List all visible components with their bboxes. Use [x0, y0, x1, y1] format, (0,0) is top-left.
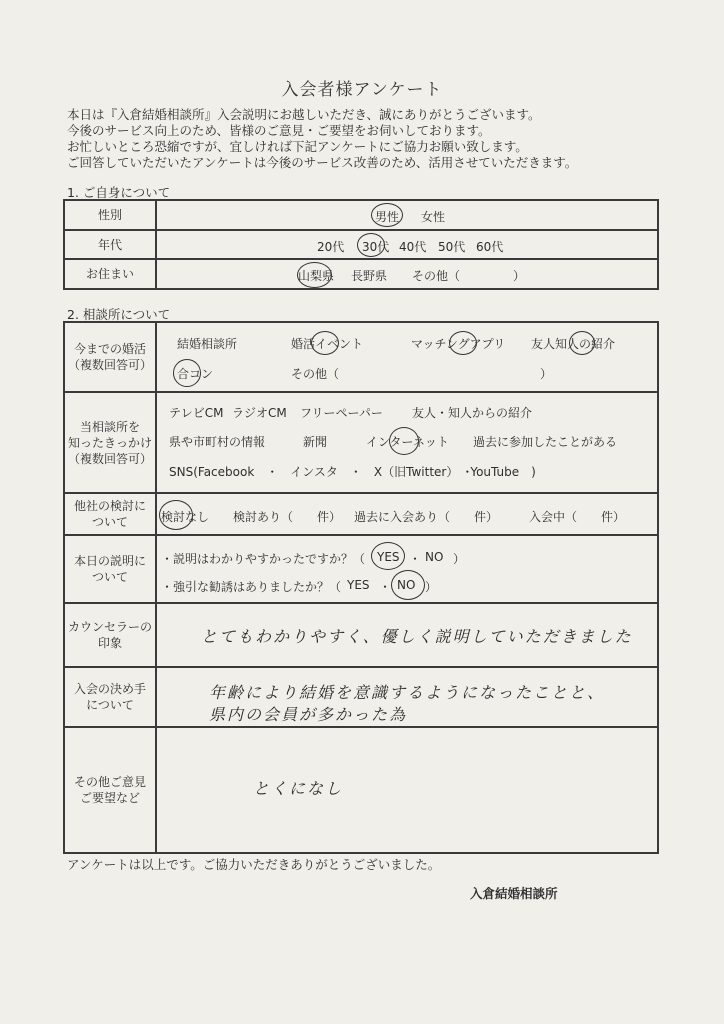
- residence-option-yamanashi[interactable]: 山梨県: [298, 269, 335, 283]
- gender-label: 性別: [64, 200, 156, 230]
- explain-q1-sep: ・: [409, 552, 422, 566]
- source-option-past[interactable]: 過去に参加したことがある: [473, 435, 618, 449]
- other-label-line2: ご要望など: [79, 791, 140, 805]
- organization-name: 入倉結婚相談所: [470, 886, 558, 901]
- history-label-line1: 今までの婚活: [73, 342, 146, 356]
- counselor-label-line1: カウンセラーの: [67, 620, 152, 634]
- residence-options: [156, 259, 658, 289]
- counselor-handwritten: とてもわかりやすく、優しく説明していただきました: [201, 627, 633, 646]
- other-handwritten: とくになし: [253, 779, 344, 798]
- compare-label-line1: 他社の検討に: [73, 499, 146, 513]
- counselor-answer[interactable]: [156, 603, 658, 667]
- compare-label: [64, 493, 156, 535]
- explain-q2-text: ・強引な勧誘はありましたか？（: [161, 580, 342, 594]
- age-option-50s[interactable]: 50代: [438, 240, 466, 254]
- source-option-newspaper[interactable]: 新聞: [303, 435, 328, 449]
- source-option-internet[interactable]: インターネット: [366, 435, 449, 449]
- age-selected-circle: [357, 233, 385, 257]
- compare-options: [156, 493, 658, 535]
- residence-other-close: ）: [513, 269, 526, 283]
- source-option-freepaper[interactable]: フリーペーパー: [300, 406, 383, 420]
- age-option-60s[interactable]: 60代: [476, 240, 504, 254]
- explain-q2-close: ）: [425, 580, 438, 594]
- source-option-municipal[interactable]: 県や市町村の情報: [169, 435, 266, 449]
- section1-heading: 1. ご自身について: [67, 185, 171, 200]
- intro-line-2: 今後のサービス向上のため、皆様のご意見・ご要望をお伺いしております。: [67, 123, 491, 138]
- history-option-app[interactable]: マッチングアプリ: [411, 337, 506, 351]
- source-option-tv[interactable]: テレビCM: [169, 406, 224, 420]
- history-option-agency[interactable]: 結婚相談所: [177, 337, 238, 351]
- history-gokon-circle: [173, 359, 201, 387]
- age-option-20s[interactable]: 20代: [317, 240, 345, 254]
- compare-option-past-member[interactable]: 過去に入会あり（ 件）: [354, 510, 499, 524]
- decision-handwritten-line1: 年齢により結婚を意識するようになったことと、: [209, 683, 606, 702]
- explain-q2-yes[interactable]: YES: [347, 578, 370, 592]
- decision-label: [64, 667, 156, 727]
- source-label-line3: （複数回答可）: [67, 451, 152, 466]
- history-app-circle: [449, 331, 477, 355]
- explain-q2-selected-circle: [391, 570, 425, 600]
- intro-line-1: 本日は『入倉結婚相談所』入会説明にお越しいただき、誠にありがとうございます。: [67, 107, 541, 122]
- explain-q1-text: ・説明はわかりやすかったですか？（: [161, 552, 366, 566]
- history-option-gokon[interactable]: 合コン: [177, 367, 214, 381]
- source-internet-circle: [389, 427, 419, 455]
- residence-selected-circle: [297, 262, 335, 288]
- age-label: 年代: [64, 230, 156, 259]
- source-option-radio[interactable]: ラジオCM: [232, 406, 287, 420]
- history-options: [156, 322, 658, 392]
- explain-label-line1: 本日の説明に: [73, 554, 146, 568]
- explain-q2-no[interactable]: NO: [397, 578, 416, 592]
- closing-message: アンケートは以上です。ご協力いただきありがとうございました。: [67, 857, 441, 872]
- counselor-label: [64, 603, 156, 667]
- source-label: [64, 392, 156, 493]
- other-label-line1: その他ご意見: [73, 775, 146, 789]
- residence-label: お住まい: [64, 259, 156, 289]
- compare-option-current-member[interactable]: 入会中（ 件）: [529, 510, 626, 524]
- decision-label-line2: について: [86, 698, 134, 712]
- decision-handwritten-line2: 県内の会員が多かった為: [209, 705, 408, 724]
- intro-line-3: お忙しいところ恐縮ですが、宜しければ下記アンケートにご協力お願い致します。: [67, 139, 528, 154]
- explain-q1-close: ）: [453, 552, 466, 566]
- other-label: [64, 727, 156, 853]
- history-option-friend[interactable]: 友人知人の紹介: [531, 337, 616, 351]
- decision-answer[interactable]: [156, 667, 658, 727]
- compare-label-line2: ついて: [91, 515, 128, 529]
- source-label-line1: 当相談所を: [79, 419, 140, 434]
- gender-options: [156, 200, 658, 230]
- gender-option-male[interactable]: 男性: [375, 210, 400, 224]
- residence-option-other[interactable]: その他（: [412, 269, 461, 283]
- history-label-line2: （複数回答可）: [67, 358, 152, 372]
- age-option-30s[interactable]: 30代: [362, 240, 390, 254]
- history-option-other[interactable]: その他（: [291, 367, 340, 381]
- history-other-close: ）: [540, 367, 553, 381]
- age-options: [156, 230, 658, 259]
- compare-selected-circle: [159, 500, 193, 530]
- source-option-friend[interactable]: 友人・知人からの紹介: [412, 406, 533, 420]
- explain-q1-yes[interactable]: YES: [377, 550, 400, 564]
- explain-label-line2: ついて: [91, 570, 128, 584]
- compare-option-none[interactable]: 検討なし: [161, 510, 210, 524]
- age-option-40s[interactable]: 40代: [399, 240, 427, 254]
- gender-selected-circle: [371, 203, 403, 227]
- explain-q1-no[interactable]: NO: [425, 550, 444, 564]
- explain-q1-selected-circle: [371, 542, 405, 570]
- explain-label: [64, 535, 156, 603]
- intro-line-4: ご回答していただいたアンケートは今後のサービス改善のため、活用させていただきます。: [67, 155, 578, 170]
- history-friend-circle: [569, 331, 595, 355]
- source-options: [156, 392, 658, 493]
- explain-questions: [156, 535, 658, 603]
- history-label: [64, 322, 156, 392]
- counselor-label-line2: 印象: [97, 636, 122, 650]
- decision-label-line1: 入会の決め手: [73, 682, 146, 696]
- history-event-circle: [311, 331, 339, 355]
- residence-option-nagano[interactable]: 長野県: [351, 269, 388, 283]
- source-label-line2: 知ったきっかけ: [67, 435, 152, 450]
- explain-q2-sep: ・: [379, 580, 392, 594]
- section2-table: [63, 321, 659, 854]
- other-answer[interactable]: [156, 727, 658, 853]
- section2-heading: 2. 相談所について: [67, 307, 171, 322]
- gender-option-female[interactable]: 女性: [421, 210, 446, 224]
- compare-option-considered[interactable]: 検討あり（ 件）: [233, 510, 342, 524]
- section1-table: [63, 199, 659, 290]
- history-option-event[interactable]: 婚活イベント: [291, 337, 364, 351]
- source-option-sns[interactable]: SNS(Facebook ・ インスタ ・ X（旧Twitter） ･YouTube ): [169, 465, 536, 479]
- survey-title: 入会者様アンケート: [281, 80, 443, 100]
